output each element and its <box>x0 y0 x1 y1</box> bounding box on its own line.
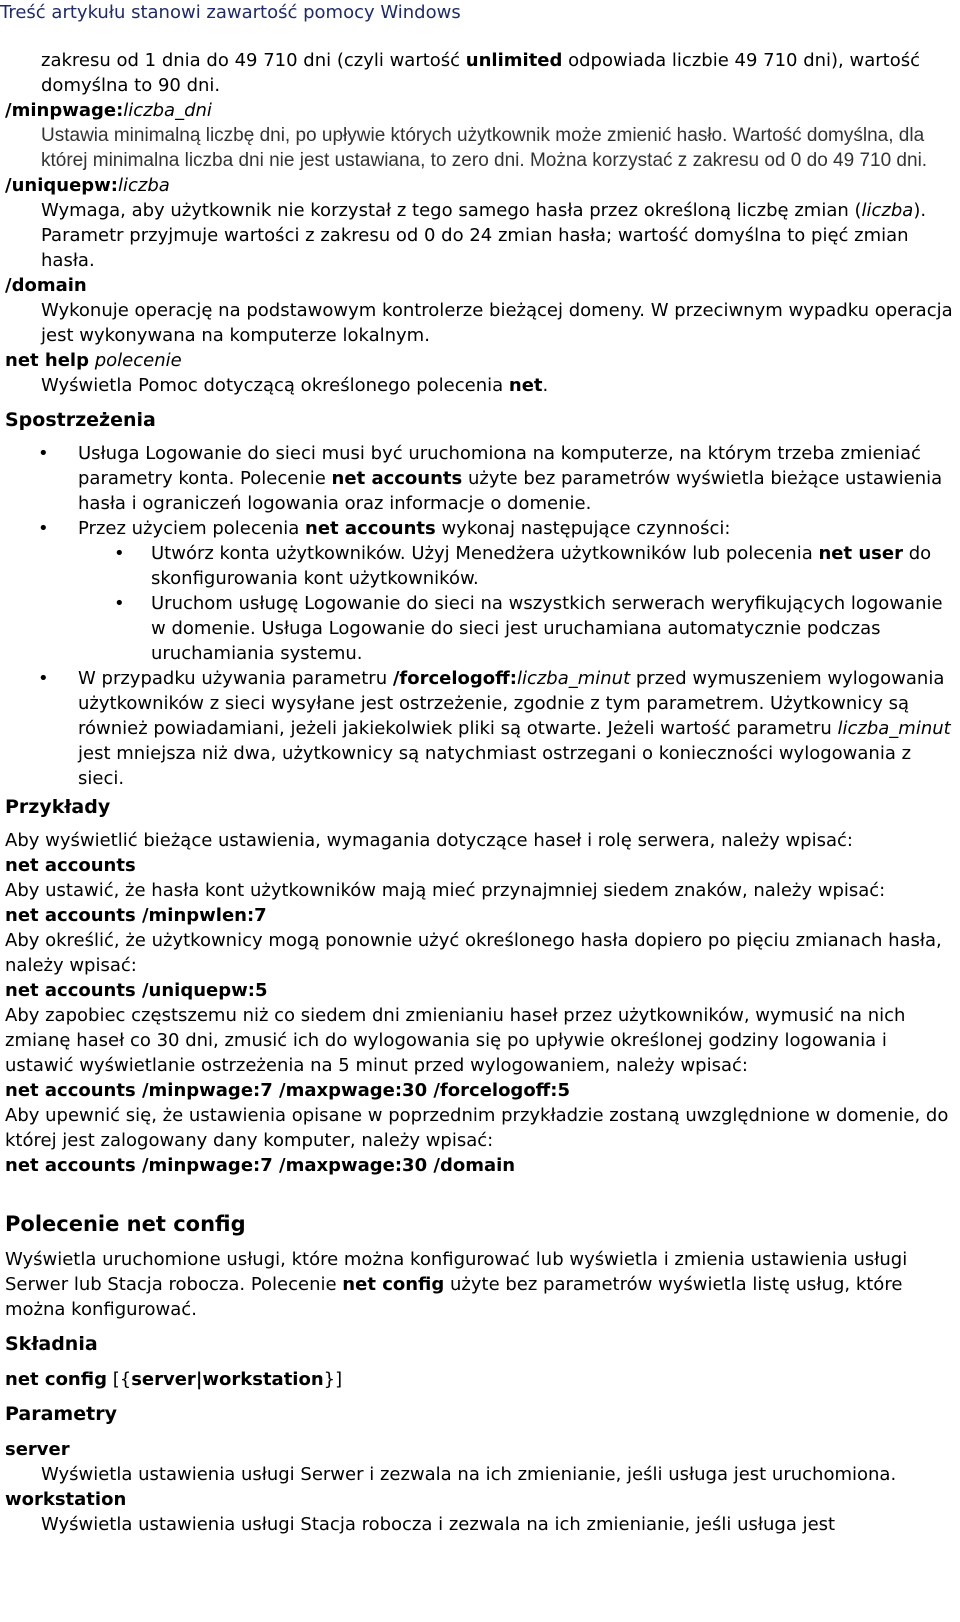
maxpwage-desc-continued: zakresu od 1 dnia do 49 710 dni (czyli wartość unlimited odpowiada liczbie 49 710 dni), wartość domyślna to 90 dni. <box>41 50 920 96</box>
example-text: Aby upewnić się, że ustawienia opisane w poprzednim przykładzie zostaną uwzględnione w domenie, do której jest zalogowany dany komputer, należy wpisać: <box>5 1105 949 1151</box>
param-server-desc: Wyświetla ustawienia usługi Serwer i zezwala na ich zmienianie, jeśli usługa jest uruchomiona. <box>41 1464 897 1485</box>
example-text: Aby określić, że użytkownicy mogą ponownie użyć określonego hasła dopiero po pięciu zmianach hasła, należy wpisać: <box>5 930 942 976</box>
document-body <box>5 48 955 1537</box>
list-item: • Przez użyciem polecenia net accounts wykonaj następujące czynności: • Utwórz konta użytkowników. Użyj Menedżera użytkowników lub polecenia net user do skonfigurowania kont użytkowników. • Uruchom usługę Logowanie do sieci na wszystkich serwerach weryfikujących logowanie w domenie. Usługa Logowanie do sieci jest uruchamiana automatycznie podczas uruchamiania systemu. <box>5 516 955 666</box>
list-item: • Uruchom usługę Logowanie do sieci na wszystkich serwerach weryfikujących logowanie w domenie. Usługa Logowanie do sieci jest uruchamiana automatycznie podczas uruchamiania systemu. <box>114 593 943 664</box>
example-command: net accounts <box>5 855 136 876</box>
param-domain: /domain <box>5 275 87 296</box>
param-domain-desc: Wykonuje operację na podstawowym kontrolerze bieżącej domeny. W przeciwnym wypadku operacja jest wykonywana na komputerze lokalnym. <box>41 300 953 346</box>
list-item: • Utwórz konta użytkowników. Użyj Menedżera użytkowników lub polecenia net user do skonfigurowania kont użytkowników. <box>114 543 932 589</box>
param-net-help: net help polecenie <box>5 350 182 371</box>
example-command: net accounts /uniquepw:5 <box>5 980 268 1001</box>
list-item: • Usługa Logowanie do sieci musi być uruchomiona na komputerze, na którym trzeba zmieniać parametry konta. Polecenie net accounts użyte bez parametrów wyświetla bieżące ustawienia hasła i ograniczeń logowania oraz informacje o domenie. <box>38 443 943 514</box>
sub-list <box>78 541 955 666</box>
parameters-heading: Parametry <box>5 1403 117 1425</box>
net-config-intro: Wyświetla uruchomione usługi, które można konfigurować lub wyświetla i zmienia ustawienia usługi Serwer lub Stacja robocza. Polecenie net config użyte bez parametrów wyświetla listę usług, które można konfigurować. <box>5 1249 908 1320</box>
param-minpwage: /minpwage:liczba_dni <box>5 100 212 121</box>
remarks-list <box>5 441 955 791</box>
param-workstation-desc: Wyświetla ustawienia usługi Stacja robocza i zezwala na ich zmienianie, jeśli usługa jest <box>41 1514 836 1535</box>
param-net-help-desc: Wyświetla Pomoc dotyczącą określonego polecenia net. <box>41 375 549 396</box>
param-minpwage-desc: Ustawia minimalną liczbę dni, po upływie których użytkownik może zmienić hasło. Wartość domyślna, dla której minimalna liczba dni nie jest ustawiana, to zero dni. Można korzystać z zakresu od 0 do 49 710 dni. <box>41 125 928 171</box>
example-text: Aby zapobiec częstszemu niż co siedem dni zmienianiu haseł przez użytkowników, wymusić na nich zmianę haseł co 30 dni, zmusić ich do wylogowania się po upływie określonej godziny logowania i ustawić wyświetlanie ostrzeżenia na 5 minut przed wylogowaniem, należy wpisać: <box>5 1005 906 1076</box>
remarks-heading: Spostrzeżenia <box>5 409 156 431</box>
list-item: • W przypadku używania parametru /forcelogoff:liczba_minut przed wymuszeniem wylogowania użytkowników z sieci wysyłane jest ostrzeżenie, zgodnie z tym parametrem. Użytkownicy są również powiadamiani, jeżeli jakiekolwiek pliki są otwarte. Jeżeli wartość parametru liczba_minut jest mniejsza niż dwa, użytkownicy są natychmiast ostrzegani o konieczności wylogowania z sieci. <box>38 668 951 789</box>
example-command: net accounts /minpwlen:7 <box>5 905 267 926</box>
param-workstation: workstation <box>5 1489 127 1510</box>
param-server: server <box>5 1439 70 1460</box>
net-config-heading: Polecenie net config <box>5 1212 246 1236</box>
page-header: Treść artykułu stanowi zawartość pomocy Windows <box>0 2 461 23</box>
param-uniquepw-desc: Wymaga, aby użytkownik nie korzystał z tego samego hasła przez określoną liczbę zmian (liczba). Parametr przyjmuje wartości z zakresu od 0 do 24 zmian hasła; wartość domyślna to pięć zmian hasła. <box>41 200 927 271</box>
syntax-heading: Składnia <box>5 1333 98 1355</box>
example-text: Aby wyświetlić bieżące ustawienia, wymagania dotyczące haseł i rolę serwera, należy wpisać: <box>5 830 853 851</box>
example-command: net accounts /minpwage:7 /maxpwage:30 /forcelogoff:5 <box>5 1080 570 1101</box>
syntax-line: net config [{server|workstation}] <box>5 1369 343 1390</box>
examples-heading: Przykłady <box>5 796 111 818</box>
param-uniquepw: /uniquepw:liczba <box>5 175 170 196</box>
example-command: net accounts /minpwage:7 /maxpwage:30 /domain <box>5 1155 516 1176</box>
example-text: Aby ustawić, że hasła kont użytkowników mają mieć przynajmniej siedem znaków, należy wpisać: <box>5 880 886 901</box>
